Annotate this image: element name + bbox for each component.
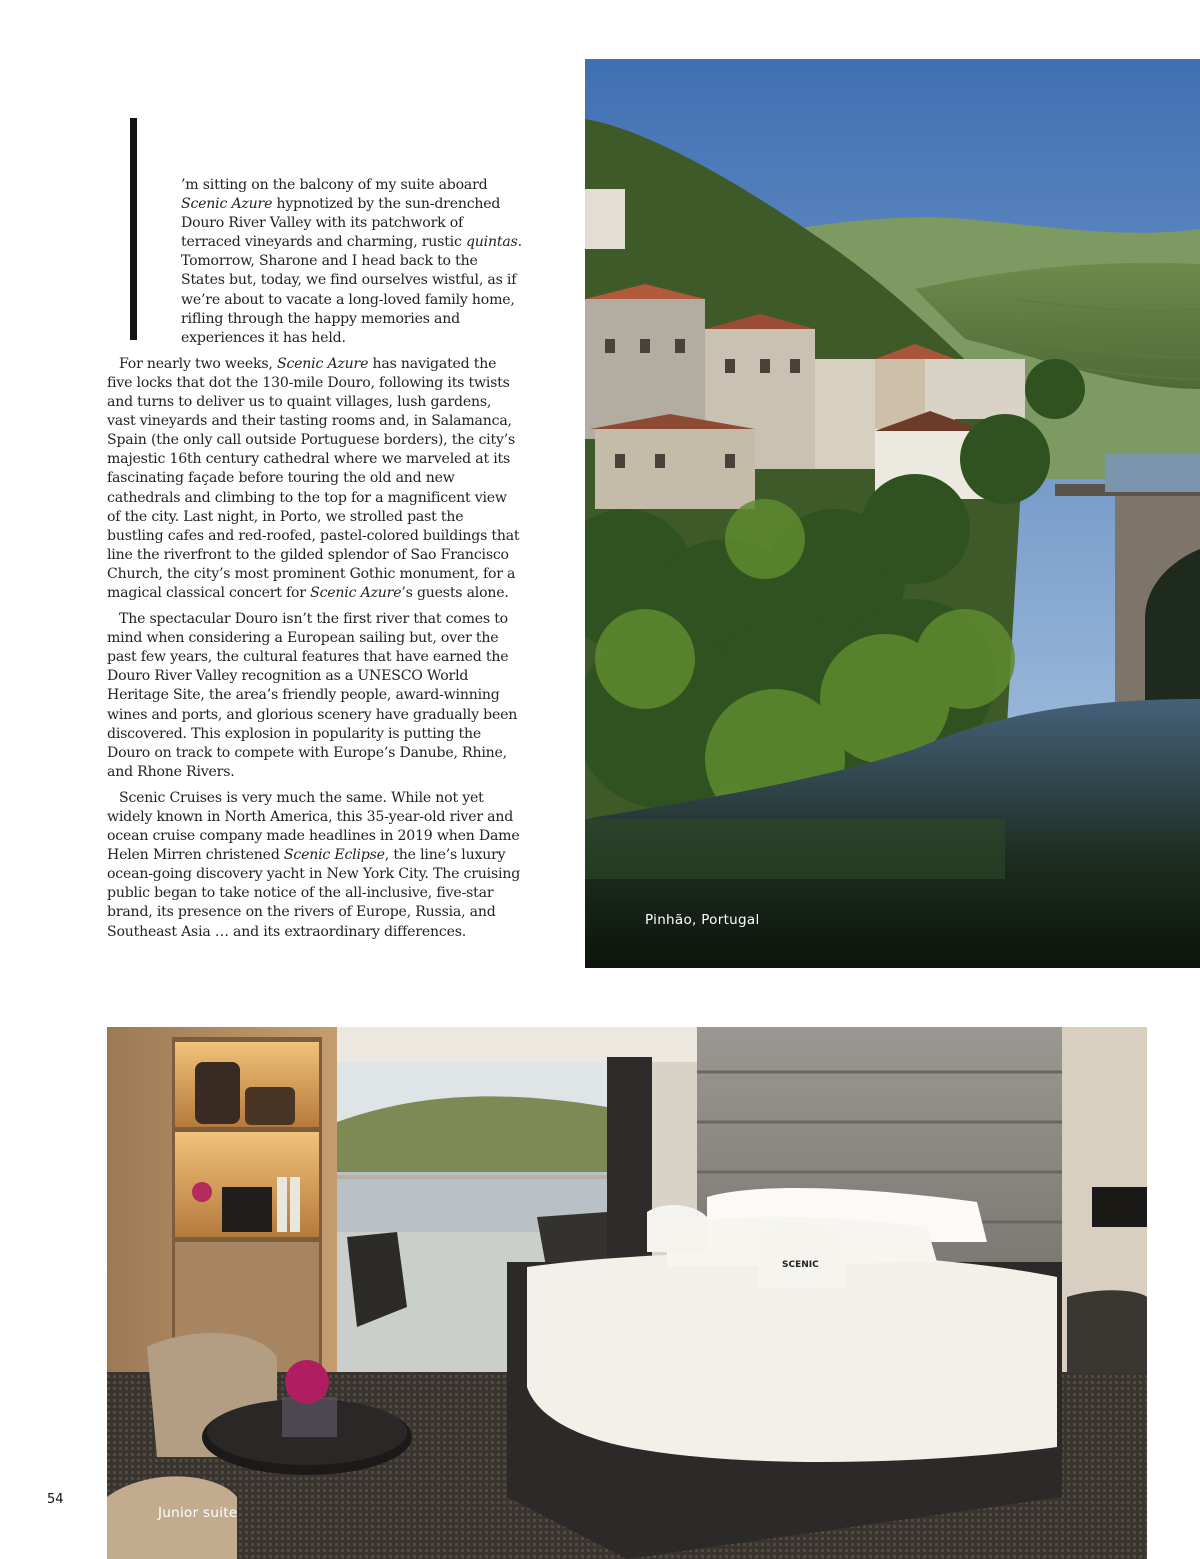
article-body — [107, 118, 523, 942]
body-paragraph-2: The spectacular Douro isn’t the first river that comes to mind when considering a European sailing but, over the past few years, the cultural features that have earned the Douro River Valley recognition as a UNESCO World Heritage Site, the area’s friendly people, award-winning wines and ports, and glorious scenery have gradually been discovered. This explosion in popularity is putting the Douro on track to compete with Europe’s Danube, Rhine, and Rhone Rivers. — [107, 611, 518, 780]
pinhao-photo — [585, 59, 1200, 968]
body-paragraph-1: For nearly two weeks, Scenic Azure has navigated the five locks that dot the 130-mile Douro, following its twists and turns to deliver us to quaint villages, lush gardens, vast vineyards and their tasting rooms and, in Salamanca, Spain (the only call outside Portuguese borders), the city’s majestic 16th century cathedral where we marveled at its fascinating façade before touring the old and new cathedrals and climbing to the top for a magnificent view of the city. Last night, in Porto, we strolled past the bustling cafes and red-roofed, pastel-colored buildings that line the riverfront to the gilded splendor of Sao Francisco Church, the city’s most prominent Gothic monument, for a magical classical concert for Scenic Azure’s guests alone. — [107, 355, 520, 601]
photo-caption-top: Pinhão, Portugal — [645, 912, 760, 928]
photo-caption-bottom: Junior suite — [158, 1505, 238, 1521]
page-number: 54 — [47, 1492, 64, 1507]
junior-suite-photo — [107, 1027, 1147, 1559]
robe-label: SCENIC — [782, 1260, 819, 1270]
body-paragraph-3: Scenic Cruises is very much the same. While not yet widely known in North America, this 35-year-old river and ocean cruise company made headlines in 2019 when Dame Helen Mirren christened Scenic Eclipse, the line’s luxury ocean-going discovery yacht in New York City. The cruising public began to take notice of the all-inclusive, five-star brand, its presence on the rivers of Europe, Russia, and Southeast Asia … and its extraordinary differences. — [107, 789, 521, 940]
lead-paragraph: ’m sitting on the balcony of my suite aboard Scenic Azure hypnotized by the sun-drenched Douro River Valley with its patchwork of terraced vineyards and charming, rustic quintas. Tomorrow, Sharone and I head back to the States but, today, we find ourselves wistful, as if we’re about to vacate a long-loved family home, rifling through the happy memories and experiences it has held. — [181, 177, 522, 346]
